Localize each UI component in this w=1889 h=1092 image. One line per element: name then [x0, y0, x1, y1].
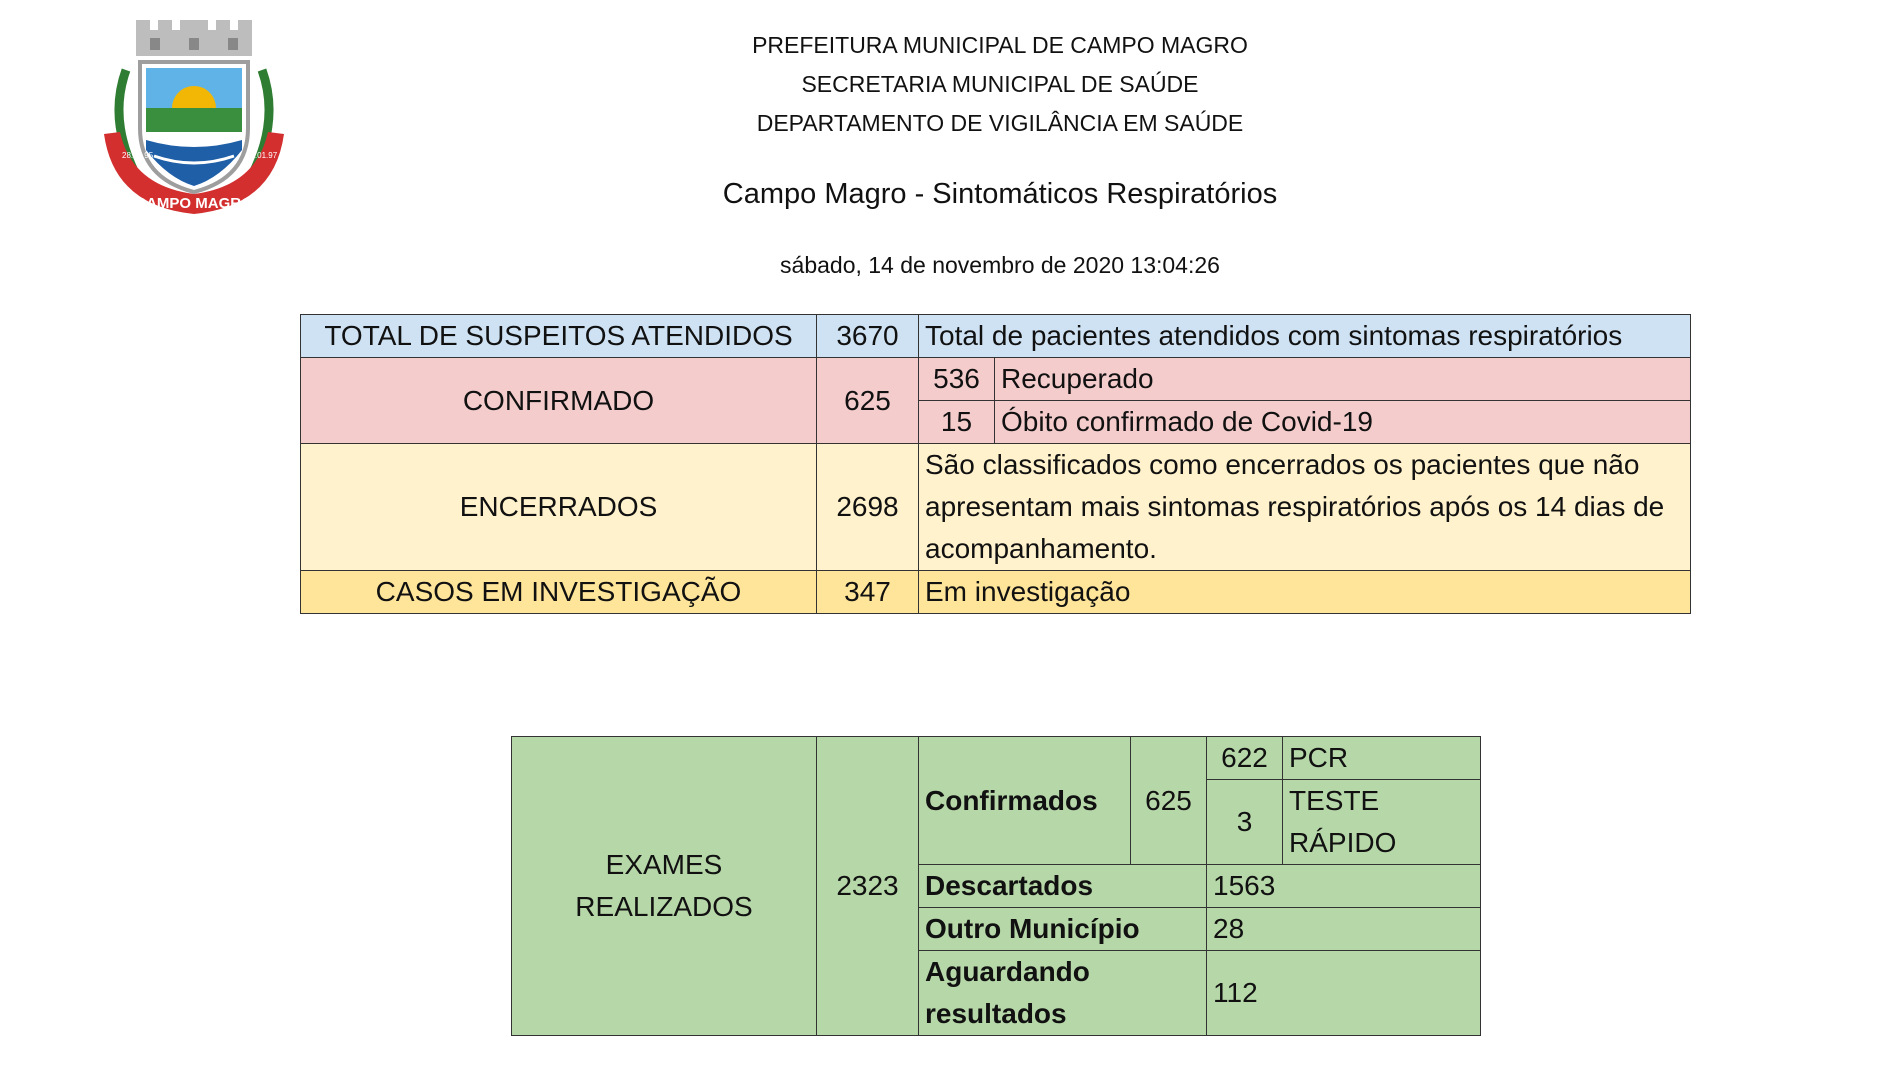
descartados-value: 1563	[1207, 865, 1481, 908]
exames-label: EXAMES REALIZADOS	[512, 737, 817, 1036]
total-suspeitos-desc: Total de pacientes atendidos com sintomas respiratórios	[919, 315, 1691, 358]
header-line-prefeitura: PREFEITURA MUNICIPAL DE CAMPO MAGRO	[752, 32, 1248, 58]
recuperado-label: Recuperado	[995, 358, 1691, 401]
obito-label: Óbito confirmado de Covid-19	[995, 401, 1691, 444]
total-suspeitos-value: 3670	[817, 315, 919, 358]
investigacao-desc: Em investigação	[919, 571, 1691, 614]
row-confirmado	[301, 358, 1691, 401]
exames-total: 2323	[817, 737, 919, 1036]
header-line-secretaria: SECRETARIA MUNICIPAL DE SAÚDE	[801, 71, 1199, 97]
investigacao-value: 347	[817, 571, 919, 614]
teste-rapido-label: TESTE RÁPIDO	[1283, 780, 1481, 865]
encerrados-label: ENCERRADOS	[301, 444, 817, 571]
confirmado-value: 625	[817, 358, 919, 444]
total-suspeitos-label: TOTAL DE SUSPEITOS ATENDIDOS	[301, 315, 817, 358]
encerrados-desc: São classificados como encerrados os pacientes que não apresentam mais sintomas respiratórios após os 14 dias de acompanhamento.	[919, 444, 1691, 571]
confirmado-label: CONFIRMADO	[301, 358, 817, 444]
row-investigacao	[301, 571, 1691, 614]
header-line-departamento: DEPARTAMENTO DE VIGILÂNCIA EM SAÚDE	[756, 110, 1244, 136]
exams-table	[511, 736, 1481, 1036]
confirmados-label: Confirmados	[919, 737, 1131, 865]
descartados-label: Descartados	[919, 865, 1207, 908]
row-encerrados	[301, 444, 1691, 571]
outro-municipio-value: 28	[1207, 908, 1481, 951]
summary-table	[300, 314, 1691, 614]
aguardando-value: 112	[1207, 951, 1481, 1036]
teste-rapido-value: 3	[1207, 780, 1283, 865]
aguardando-label: Aguardando resultados	[919, 951, 1207, 1036]
confirmados-value: 625	[1131, 737, 1207, 865]
encerrados-value: 2698	[817, 444, 919, 571]
investigacao-label: CASOS EM INVESTIGAÇÃO	[301, 571, 817, 614]
outro-municipio-label: Outro Município	[919, 908, 1207, 951]
crest-banner-text: CAMPO MAGRO	[135, 195, 253, 212]
pcr-label: PCR	[1283, 737, 1481, 780]
crest-left-date: 28.12.95	[122, 151, 154, 160]
recuperado-value: 536	[919, 358, 995, 401]
page-title: Campo Magro - Sintomáticos Respiratórios	[722, 178, 1278, 210]
row-pcr	[512, 737, 1481, 780]
report-date: sábado, 14 de novembro de 2020 13:04:26	[780, 252, 1220, 278]
obito-value: 15	[919, 401, 995, 444]
municipal-crest	[96, 10, 292, 218]
pcr-value: 622	[1207, 737, 1283, 780]
crest-right-date: 01.01.97	[246, 151, 278, 160]
row-total-suspeitos	[301, 315, 1691, 358]
